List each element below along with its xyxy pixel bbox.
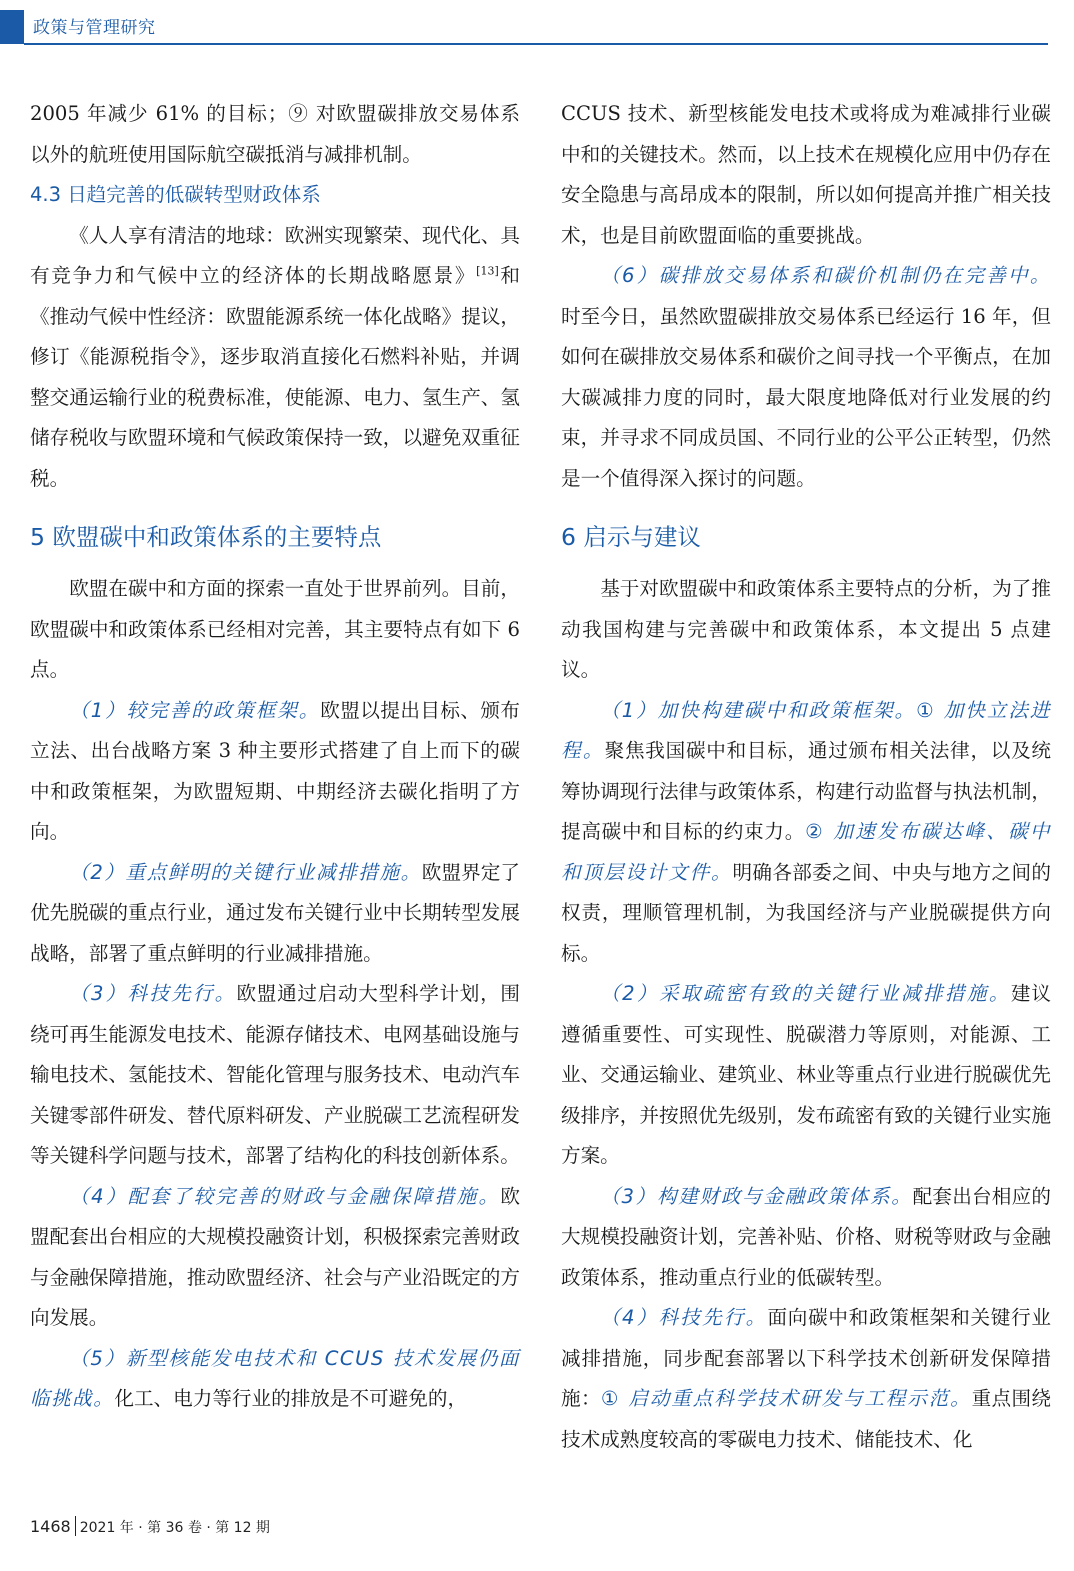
journal-section-title: 政策与管理研究 (33, 18, 156, 38)
emphasis-lead: （2）重点鲜明的关键行业减排措施。 (69, 860, 422, 884)
emphasis-lead: （2）采取疏密有致的关键行业减排措施。 (600, 982, 1011, 1005)
page-number: 1468 (30, 1517, 71, 1536)
paragraph: 2005 年减少 61% 的目标；⑨ 对欧盟碳排放交易体系以外的航班使用国际航空碳抵消与减排机制。 (30, 102, 520, 166)
citation-ref: [13] (476, 264, 499, 278)
page-footer (30, 1516, 270, 1537)
paragraph: （5）新型核能发电技术和 CCUS 技术发展仍面临挑战。化工、电力等行业的排放是不可避免的， (30, 1346, 520, 1410)
section-heading-4-3: 4.3 日趋完善的低碳转型财政体系 (30, 183, 321, 206)
emphasis-inline: ② 加速发布碳达峰、碳中和顶层设计文件。 (561, 820, 1052, 884)
emphasis-lead: （6）碳排放交易体系和碳价机制仍在完善中。 (600, 264, 1051, 287)
emphasis-lead: （4）科技先行。 (600, 1306, 768, 1329)
issue-info: 2021 年 · 第 36 卷 · 第 12 期 (79, 1520, 270, 1536)
paragraph: 《人人享有清洁的地球：欧洲实现繁荣、现代化、具有竞争力和气候中立的经济体的长期战略愿景》[13]和《推动气候中性经济：欧盟能源系统一体化战略》提议，修订《能源税指令》，逐步取消直接化石燃料补贴，并调整交通运输行业的税费标准，使能源、电力、氢生产、氢储存税收与欧盟环境和气候政策保持一致，以避免双重征税。 (30, 223, 521, 490)
paragraph: （6）碳排放交易体系和碳价机制仍在完善中。时至今日，虽然欧盟碳排放交易体系已经运行 16 年，但如何在碳排放交易体系和碳价之间寻找一个平衡点，在加大碳减排力度的同时，最大限度地降低对行业发展的约束，并寻求不同成员国、不同行业的公平公正转型，仍然是一个值得深入探讨的问题。 (561, 264, 1051, 490)
paragraph: （4）配套了较完善的财政与金融保障措施。欧盟配套出台相应的大规模投融资计划，积极探索完善财政与金融保障措施，推动欧盟经济、社会与产业沿既定的方向发展。 (30, 1184, 520, 1329)
paragraph: （4）科技先行。面向碳中和政策框架和关键行业减排措施，同步配套部署以下科学技术创新研发保障措施：① 启动重点科学技术研发与工程示范。重点围绕技术成熟度较高的零碳电力技术、储能技术、化 (561, 1306, 1052, 1451)
paragraph: （1）较完善的政策框架。欧盟以提出目标、颁布立法、出台战略方案 3 种主要形式搭建了自上而下的碳中和政策框架，为欧盟短期、中期经济去碳化指明了方向。 (30, 698, 521, 843)
paragraph: （1）加快构建碳中和政策框架。① 加快立法进程。聚焦我国碳中和目标，通过颁布相关法律，以及统筹协调现行法律与政策体系，构建行动监督与执法机制，提高碳中和目标的约束力。② 加速发布碳达峰、碳中和顶层设计文件。明确各部委之间、中央与地方之间的权责，理顺管理机制，为我国经济与产业脱碳提供方向标。 (561, 698, 1052, 965)
left-column (30, 94, 520, 1420)
header-color-block (0, 10, 24, 44)
emphasis-lead: （3）构建财政与金融政策体系。 (600, 1184, 913, 1208)
running-header (0, 0, 1074, 50)
emphasis-lead: （1）较完善的政策框架。 (69, 698, 321, 722)
emphasis-lead: （1）加快构建碳中和政策框架。① 加快立法进程。 (561, 698, 1051, 762)
footer-divider (75, 1516, 76, 1536)
paragraph: 欧盟在碳中和方面的探索一直处于世界前列。目前，欧盟碳中和政策体系已经相对完善，其主要特点有如下 6 点。 (30, 577, 520, 681)
paragraph: （3）构建财政与金融政策体系。配套出台相应的大规模投融资计划，完善补贴、价格、财税等财政与金融政策体系，推动重点行业的低碳转型。 (561, 1184, 1051, 1289)
section-heading-6: 6 启示与建议 (561, 523, 701, 551)
right-column (561, 94, 1051, 1460)
header-rule (24, 43, 1048, 45)
paragraph: 基于对欧盟碳中和政策体系主要特点的分析，为了推动我国构建与完善碳中和政策体系，本文提出 5 点建议。 (561, 577, 1051, 681)
section-heading-5: 5 欧盟碳中和政策体系的主要特点 (30, 523, 382, 551)
paragraph: CCUS 技术、新型核能发电技术或将成为难减排行业碳中和的关键技术。然而，以上技术在规模化应用中仍存在安全隐患与高昂成本的限制，所以如何提高并推广相关技术，也是目前欧盟面临的重要挑战。 (561, 102, 1051, 247)
paragraph: （3）科技先行。欧盟通过启动大型科学计划，围绕可再生能源发电技术、能源存储技术、电网基础设施与输电技术、氢能技术、智能化管理与服务技术、电动汽车关键零部件研发、替代原料研发、产业脱碳工艺流程研发等关键科学问题与技术，部署了结构化的科技创新体系。 (30, 982, 521, 1167)
emphasis-lead: （4）配套了较完善的财政与金融保障措施。 (69, 1184, 501, 1208)
emphasis-lead: （5）新型核能发电技术和 CCUS 技术发展仍面临挑战。 (30, 1346, 520, 1410)
emphasis-lead: （3）科技先行。 (69, 982, 237, 1005)
paragraph: （2）采取疏密有致的关键行业减排措施。建议遵循重要性、可实现性、脱碳潜力等原则，对能源、工业、交通运输业、建筑业、林业等重点行业进行脱碳优先级排序，并按照优先级别，发布疏密有致的关键行业实施方案。 (561, 982, 1052, 1167)
paragraph: （2）重点鲜明的关键行业减排措施。欧盟界定了优先脱碳的重点行业，通过发布关键行业中长期转型发展战略，部署了重点鲜明的行业减排措施。 (30, 860, 521, 965)
emphasis-inline: ① 启动重点科学技术研发与工程示范。 (600, 1387, 972, 1410)
